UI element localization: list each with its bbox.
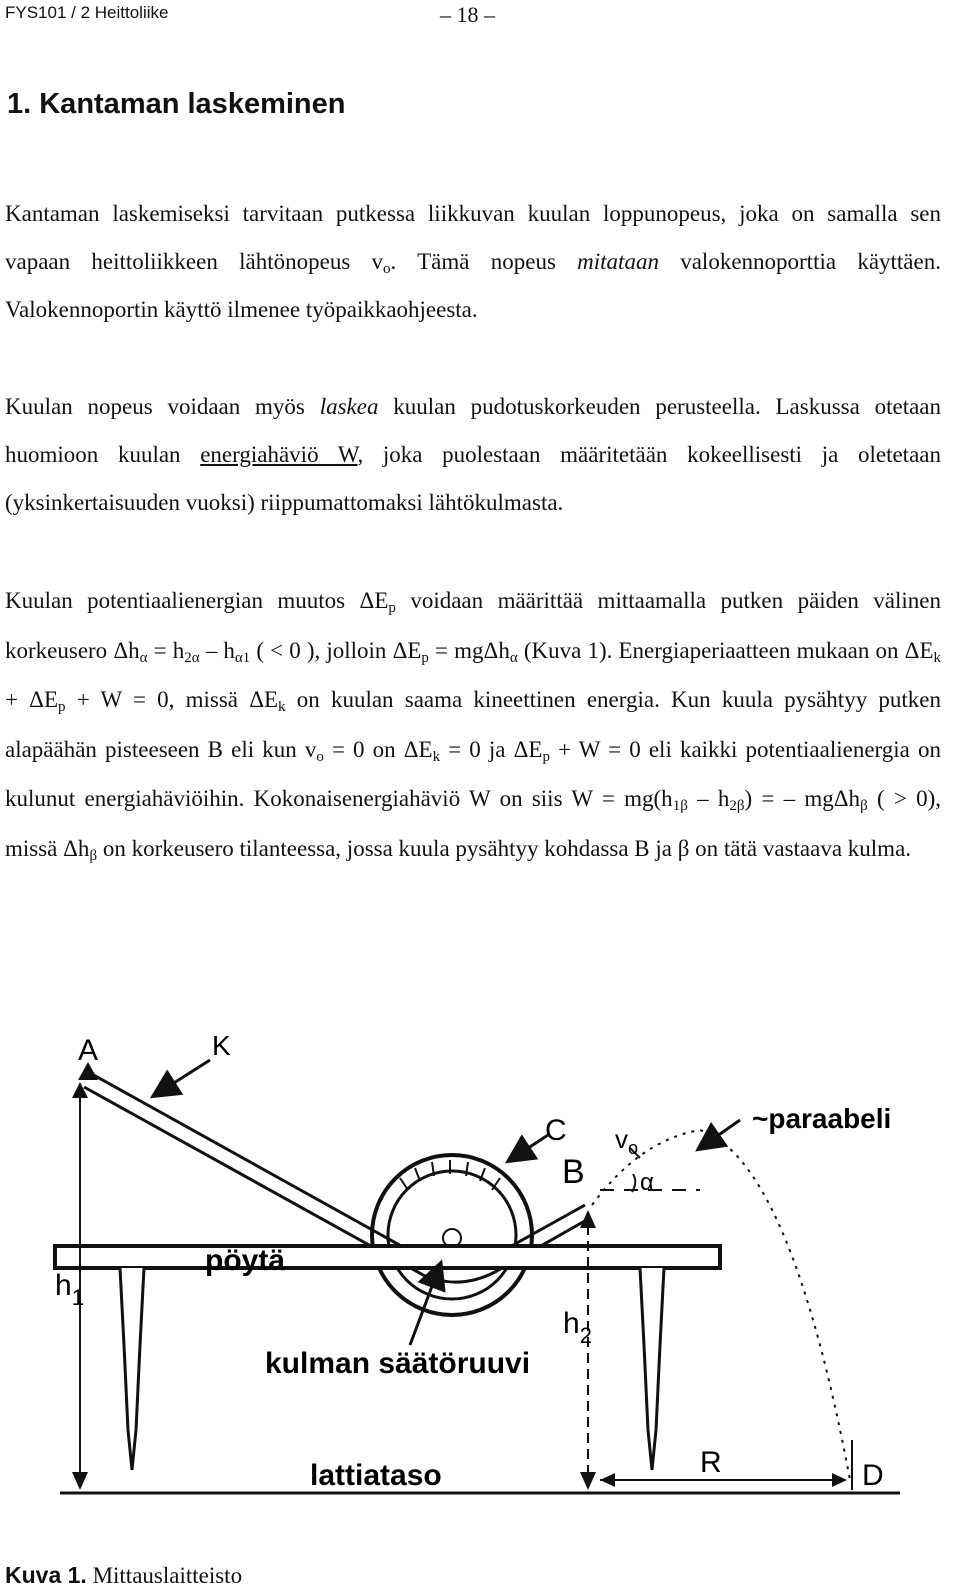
table	[55, 1246, 720, 1268]
label-vo: $v_o$	[615, 1124, 639, 1158]
paragraph-1: Kantaman laskemiseksi tarvitaan putkessa liikkuvan kuulan loppunopeus, joka on samalla sen vapaan heittoliikkeen lähtönopeus $v_o$. Tämä nopeus mitataan valokennoporttia käyttäen. Valokennoportin käyttö ilmenee työpaikkaohjeesta.	[5, 201, 941, 322]
label-h1: $h_1$	[55, 1269, 84, 1310]
angle-wheel	[372, 1155, 532, 1315]
label-lattiataso: lattiataso	[310, 1459, 442, 1492]
tube	[90, 1073, 585, 1268]
label-R: R	[700, 1446, 722, 1479]
parabola	[592, 1130, 850, 1480]
paragraph-2: Kuulan nopeus voidaan myös laskea kuulan pudotuskorkeuden perusteella. Laskussa otetaan huomioon kuulan energiahäviö W, joka puolestaan määritetään kokeellisesti ja oletetaan (yksinkertaisuuden vuoksi) riippumattomaksi lähtökulmasta.	[5, 394, 942, 515]
label-poyta: pöytä	[205, 1244, 286, 1277]
section-title: 1. Kantaman laskeminen	[7, 88, 346, 120]
label-alpha: α	[640, 1169, 654, 1196]
label-A: A	[78, 1034, 99, 1067]
label-paraabeli: ~paraabeli	[752, 1103, 892, 1134]
table-leg-left	[120, 1268, 144, 1470]
label-K: K	[212, 1030, 231, 1061]
paragraph-3: Kuulan potentiaalienergian muutos $\Delta E_p$ voidaan määrittää mittaamalla putken päiden välinen korkeusero $\Delta h_\alpha = h_{2\alpha} - h_{\alpha 1}$ ( < 0 ), jolloin $\Delta E_p = mg\Delta h_\alpha$ (Kuva 1). Energiaperiaatteen mukaan on $\Delta E_k + \Delta E_p + W = 0$, missä $\Delta E_k$ on kuulan saama kineettinen energia. Kun kuula pysähtyy putken alapäähän pisteeseen B eli kun $v_o = 0$ on $\Delta E_k = 0$ ja $\Delta E_p + W = 0$ eli kaikki potentiaalienergia on kulunut energiahäviöihin. Kokonaisenergiahäviö W on siis $W = mg(h_{1\beta} - h_{2\beta})$ = – mgΔh$_\beta$ ( > 0), missä $\Delta h_\beta$ on korkeusero tilanteessa, jossa kuula pysähtyy kohdassa B ja β on tätä vastaava kulma.	[5, 588, 942, 864]
label-h2: $h_2$	[563, 1307, 592, 1348]
apparatus-figure	[20, 1010, 940, 1500]
label-B: B	[562, 1153, 585, 1191]
running-header: FYS101 / 2 Heittoliike	[5, 3, 169, 22]
label-saatoruuvi: kulman säätöruuvi	[265, 1347, 531, 1380]
label-C: C	[545, 1114, 567, 1147]
figure-caption: Kuva 1. Mittauslaitteisto	[5, 1562, 243, 1588]
page-number: – 18 –	[440, 2, 495, 27]
table-leg-right	[640, 1268, 664, 1470]
label-D: D	[862, 1459, 884, 1492]
